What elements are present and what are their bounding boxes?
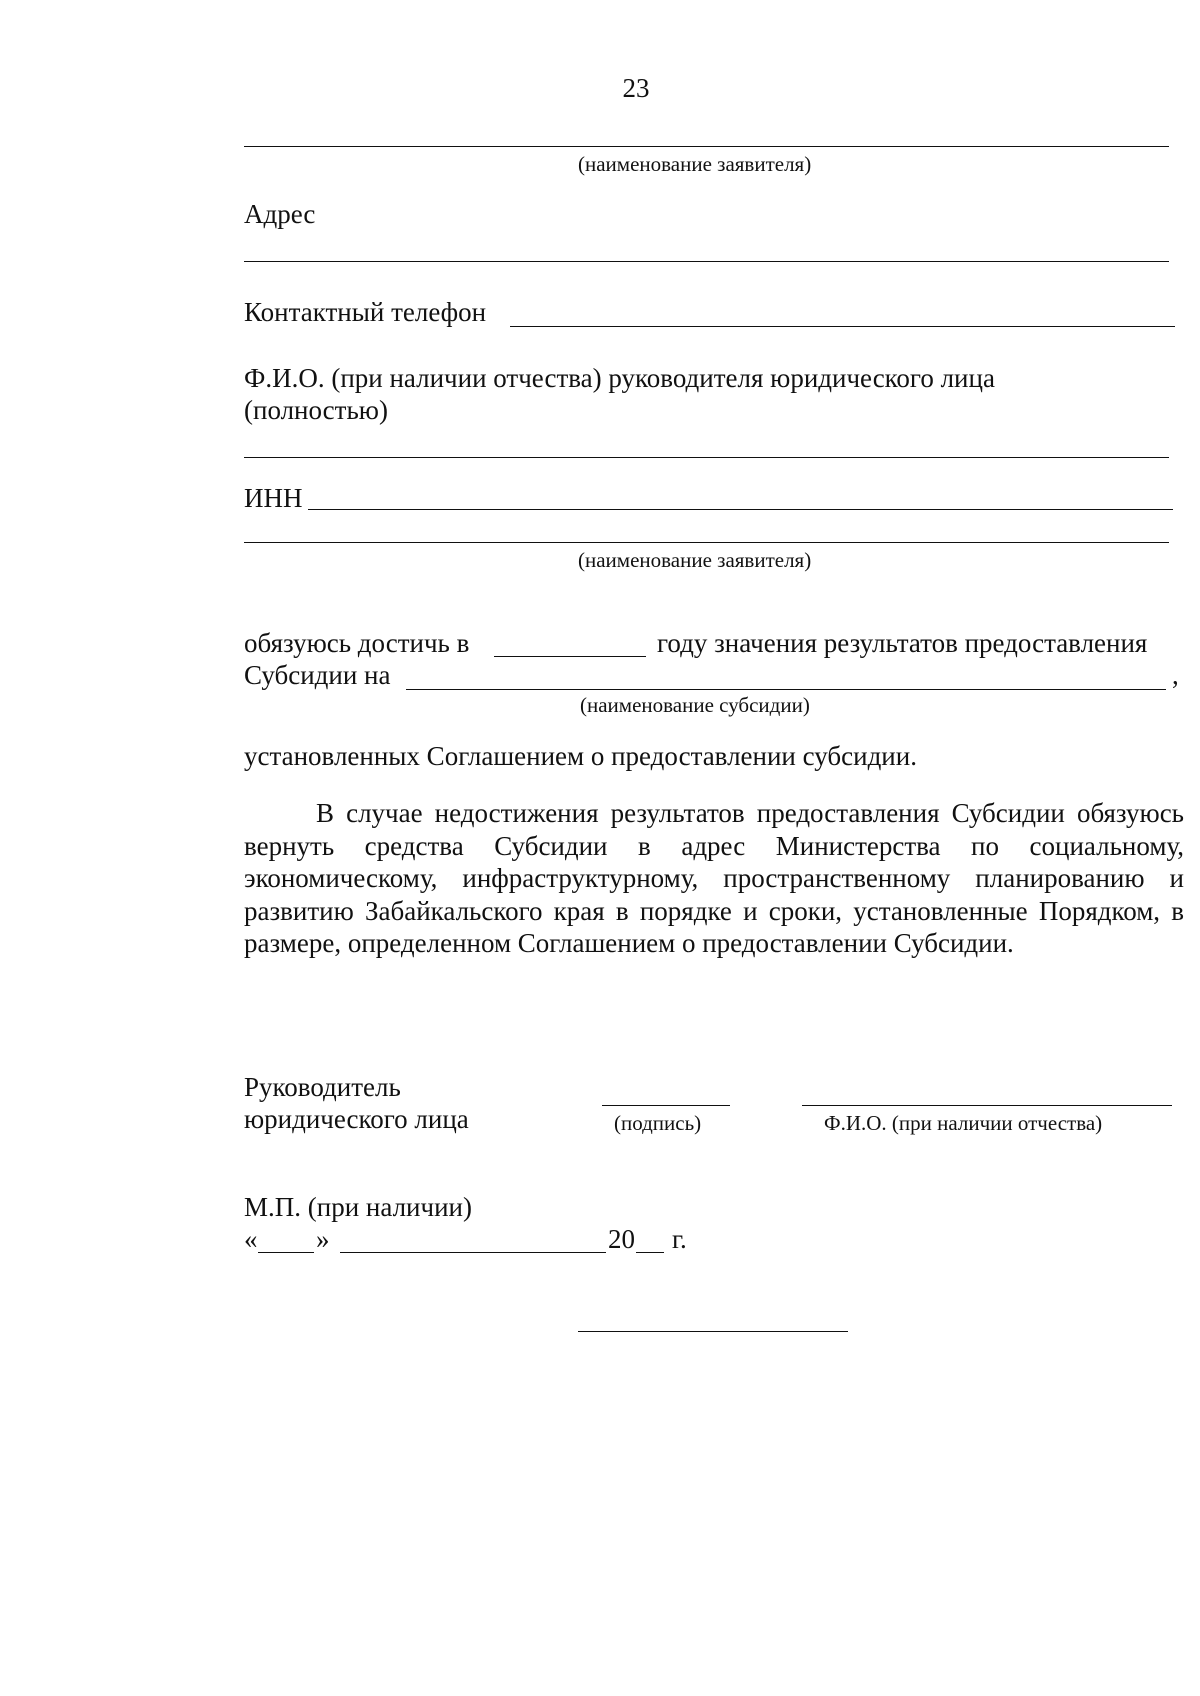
applicant-name-caption-bottom: (наименование заявителя) [578,548,812,572]
page-number: 23 [622,73,650,103]
applicant-name-line-top [244,146,1169,147]
director-name-label-line2: (полностью) [244,395,388,425]
date-open-quote: « [244,1224,258,1254]
subsidy-name-line [406,689,1166,690]
inn-line [308,509,1173,510]
commitment-part1: обязуюсь достичь в [244,628,470,658]
signature-name-line [802,1105,1172,1106]
commitment-part2: году значения результатов предоставления [657,628,1148,658]
applicant-name-caption-top: (наименование заявителя) [578,152,812,176]
refund-paragraph: В случае недостижения результатов предоставления Субсидии обязуюсь вернуть средства Субсидии в адрес Министерства по социальному, экономическому, инфраструктурному, пространственному планированию и развитию Забайкальского края в порядке и сроки, установленные Порядком, в размере, определенном Соглашением о предоставлении Субсидии. [244,798,1184,958]
address-line [244,261,1169,262]
signature-role-line1: Руководитель [244,1072,401,1102]
date-day-line [258,1252,314,1253]
stamp-label: М.П. (при наличии) [244,1192,472,1222]
signature-name-caption: Ф.И.О. (при наличии отчества) [824,1111,1103,1135]
commitment-part3: Субсидии на [244,660,391,690]
date-year-prefix: 20 [608,1224,635,1254]
commitment-line3: установленных Соглашением о предоставлении субсидии. [244,741,917,771]
subsidy-name-caption: (наименование субсидии) [580,693,810,717]
year-blank-line [494,656,646,657]
date-month-line [340,1252,606,1253]
director-name-label-line1: Ф.И.О. (при наличии отчества) руководителя юридического лица [244,363,995,393]
date-year-line [636,1252,664,1253]
signature-line [602,1105,730,1106]
phone-label: Контактный телефон [244,297,487,327]
commitment-comma: , [1172,660,1179,690]
date-year-suffix: г. [672,1224,687,1254]
director-name-line [244,457,1169,458]
date-close-quote: » [316,1224,330,1254]
inn-label: ИНН [244,483,303,513]
phone-line [510,326,1175,327]
signature-caption: (подпись) [614,1111,702,1135]
signature-role-line2: юридического лица [244,1104,469,1134]
closing-separator-line [578,1331,848,1332]
address-label: Адрес [244,199,316,229]
applicant-name-line-bottom [244,542,1169,543]
